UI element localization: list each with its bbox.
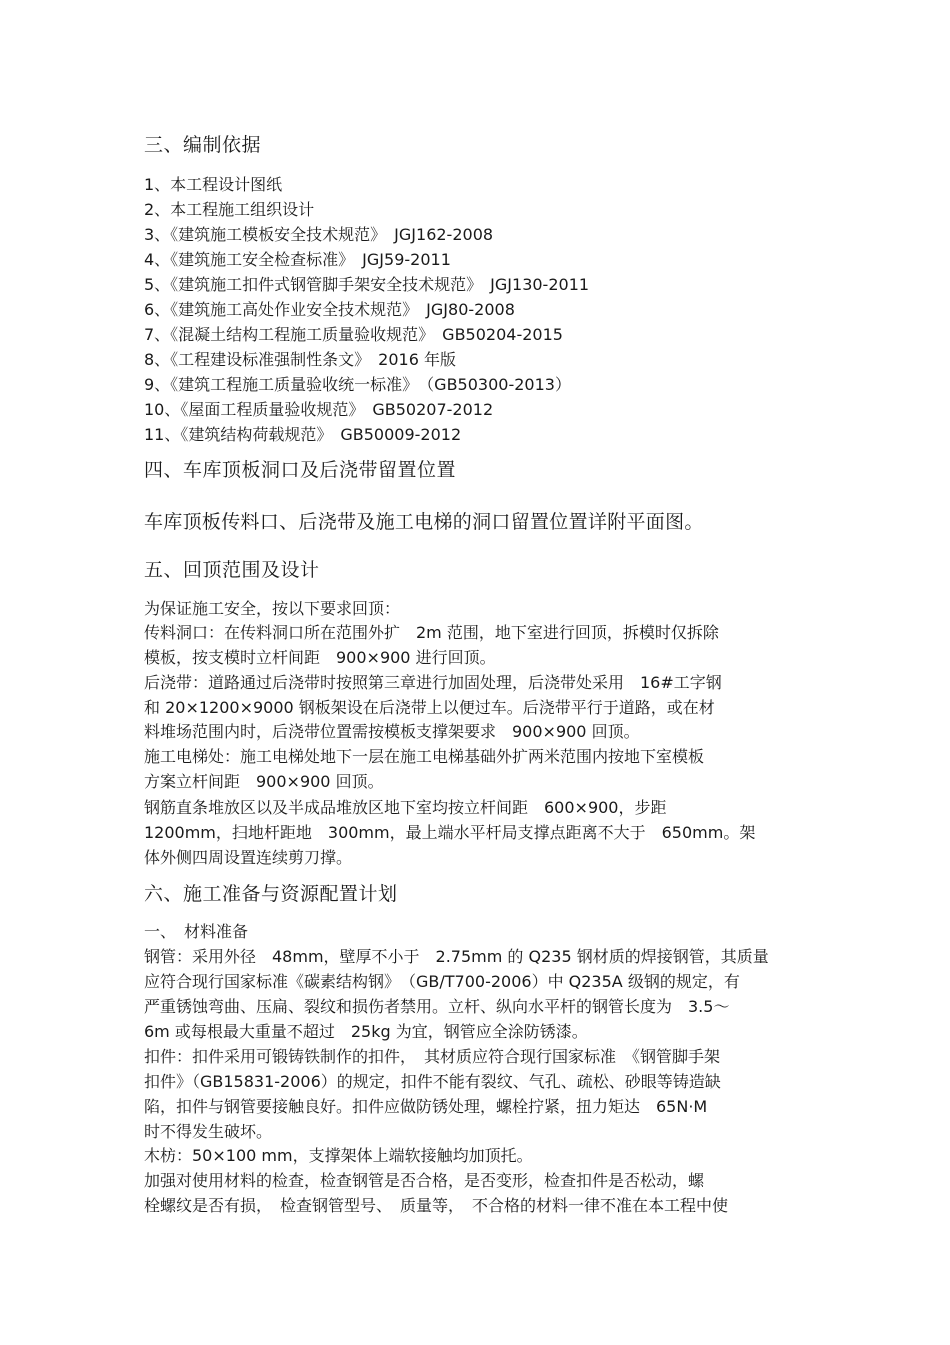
section-5-line-2: 传料洞口：在传料洞口所在范围外扩 2m 范围，地下室进行回顶，拆模时仅拆除 <box>144 623 719 642</box>
section-6-line-10: 木枋：50×100 mm，支撑架体上端软接触均加顶托。 <box>144 1146 533 1165</box>
section-5-line-3: 模板，按支模时立杆间距 900×900 进行回顶。 <box>144 648 496 667</box>
reference-item-4: 4、《建筑施工安全检查标准》 JGJ59-2011 <box>144 250 451 269</box>
section-5-line-6: 料堆场范围内时，后浇带位置需按模板支撑架要求 900×900 回顶。 <box>144 722 640 741</box>
reference-item-7: 7、《混凝土结构工程施工质量验收规范》 GB50204-2015 <box>144 325 563 344</box>
section-6-heading: 六、施工准备与资源配置计划 <box>144 883 398 905</box>
section-5-line-1: 为保证施工安全，按以下要求回顶： <box>144 599 401 618</box>
section-6-line-9: 时不得发生破坏。 <box>144 1122 273 1141</box>
section-6-line-4: 严重锈蚀弯曲、压扁、裂纹和损伤者禁用。立杆、纵向水平杆的钢管长度为 3.5～ <box>144 997 730 1016</box>
reference-item-1: 1、本工程设计图纸 <box>144 175 283 194</box>
section-6-line-5: 6m 或每根最大重量不超过 25kg 为宜，钢管应全涂防锈漆。 <box>144 1022 588 1041</box>
section-6-line-3: 应符合现行国家标准《碳素结构钢》 （GB/T700-2006）中 Q235A 级钢的规定，有 <box>144 972 740 991</box>
reference-item-8: 8、《工程建设标准强制性条文》 2016 年版 <box>144 350 456 369</box>
reference-item-6: 6、《建筑施工高处作业安全技术规范》 JGJ80-2008 <box>144 300 515 319</box>
section-6-line-1: 一、 材料准备 <box>144 922 249 941</box>
section-4-heading: 四、车库顶板洞口及后浇带留置位置 <box>144 459 457 481</box>
section-6-line-7: 扣件》（GB15831-2006）的规定，扣件不能有裂纹、气孔、疏松、砂眼等铸造缺 <box>144 1072 721 1091</box>
section-5-line-8: 方案立杆间距 900×900 回顶。 <box>144 772 384 791</box>
reference-item-2: 2、本工程施工组织设计 <box>144 200 315 219</box>
section-6-line-8: 陷，扣件与钢管要接触良好。扣件应做防锈处理，螺栓拧紧，扭力矩达 65N·M <box>144 1097 708 1116</box>
section-5-line-9: 钢筋直条堆放区以及半成品堆放区地下室均按立杆间距 600×900，步距 <box>144 798 667 817</box>
reference-item-11: 11、《建筑结构荷载规范》 GB50009-2012 <box>144 425 462 444</box>
section-6-line-11: 加强对使用材料的检查，检查钢管是否合格，是否变形，检查扣件是否松动，螺 <box>144 1171 705 1190</box>
reference-item-5: 5、《建筑施工扣件式钢管脚手架安全技术规范》 JGJ130-2011 <box>144 275 590 294</box>
section-4-text: 车库顶板传料口、后浇带及施工电梯的洞口留置位置详附平面图。 <box>144 511 704 533</box>
reference-item-9: 9、《建筑工程施工质量验收统一标准》 （GB50300-2013） <box>144 375 571 394</box>
section-5-line-4: 后浇带：道路通过后浇带时按照第三章进行加固处理，后浇带处采用 16#工字钢 <box>144 673 722 692</box>
section-5-heading: 五、回顶范围及设计 <box>144 559 320 581</box>
reference-item-10: 10、《屋面工程质量验收规范》 GB50207-2012 <box>144 400 494 419</box>
reference-item-3: 3、《建筑施工模板安全技术规范》 JGJ162-2008 <box>144 225 494 244</box>
section-3-heading: 三、编制依据 <box>144 134 262 156</box>
section-5-line-7: 施工电梯处：施工电梯处地下一层在施工电梯基础外扩两米范围内按地下室模板 <box>144 747 705 766</box>
section-5-line-11: 体外侧四周设置连续剪刀撑。 <box>144 848 353 867</box>
section-6-line-6: 扣件：扣件采用可锻铸铁制作的扣件， 其材质应符合现行国家标准 《钢管脚手架 <box>144 1047 721 1066</box>
section-6-line-2: 钢管：采用外径 48mm，壁厚不小于 2.75mm 的 Q235 钢材质的焊接钢管，其质量 <box>144 947 769 966</box>
section-5-line-10: 1200mm，扫地杆距地 300mm，最上端水平杆局支撑点距离不大于 650mm。架 <box>144 823 756 842</box>
section-5-line-5: 和 20×1200×9000 钢板架设在后浇带上以便过车。后浇带平行于道路，或在材 <box>144 698 715 717</box>
section-6-line-12: 栓螺纹是否有损， 检查钢管型号、 质量等， 不合格的材料一律不准在本工程中使 <box>144 1196 729 1215</box>
